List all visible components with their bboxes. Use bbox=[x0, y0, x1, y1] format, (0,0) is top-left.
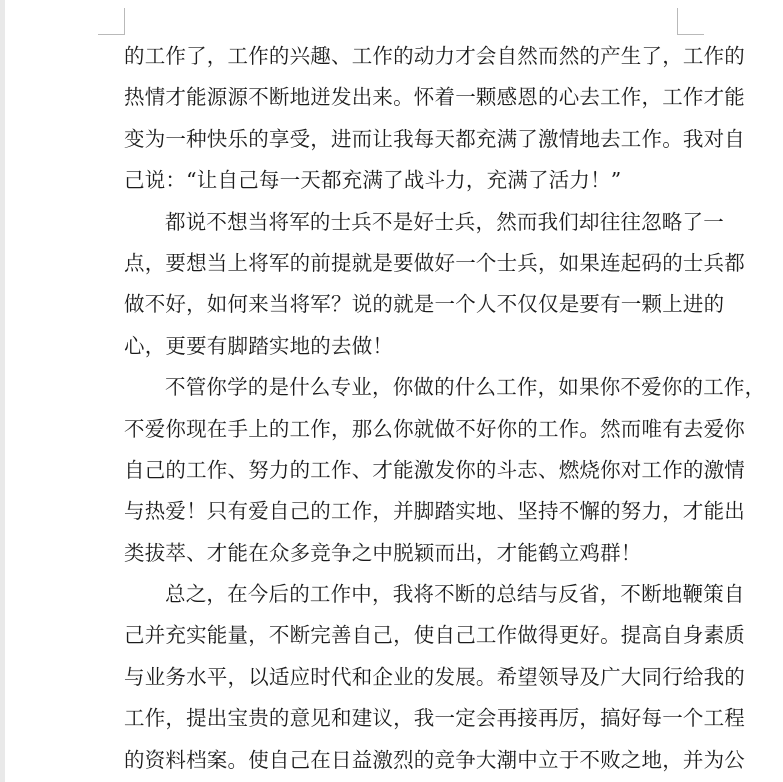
page-left-edge bbox=[0, 0, 5, 782]
text-line: 己说：“让自己每一天都充满了战斗力，充满了活力！” bbox=[124, 168, 622, 193]
text-line: 热情才能源源不断地迸发出来。怀着一颗感恩的心去工作，工作才能 bbox=[124, 85, 745, 110]
document-body[interactable] bbox=[124, 36, 766, 781]
text-line: 与业务水平，以适应时代和企业的发展。希望领导及广大同行给我的 bbox=[124, 664, 745, 689]
text-line: 工作，提出宝贵的意见和建议，我一定会再接再厉，搞好每一个工程 bbox=[124, 706, 745, 731]
text-line: 变为一种快乐的享受，进而让我每天都充满了激情地去工作。我对自 bbox=[124, 126, 745, 151]
text-line: 己并充实能量，不断完善自己，使自己工作做得更好。提高自身素质 bbox=[124, 623, 745, 648]
text-line: 不管你学的是什么专业，你做的什么工作，如果你不爱你的工作， bbox=[165, 375, 766, 400]
text-line: 自己的工作、努力的工作、才能激发你的斗志、燃烧你对工作的激情 bbox=[124, 457, 745, 482]
text-line: 类拔萃、才能在众多竞争之中脱颖而出，才能鹤立鸡群！ bbox=[124, 540, 642, 565]
text-line: 的资料档案。使自己在日益激烈的竞争大潮中立于不败之地，并为公 bbox=[124, 747, 745, 772]
text-line: 与热爱！只有爱自己的工作，并脚踏实地、坚持不懈的努力，才能出 bbox=[124, 499, 745, 524]
text-line: 不爱你现在手上的工作，那么你就做不好你的工作。然而唯有去爱你 bbox=[124, 416, 745, 441]
paragraph-4 bbox=[124, 574, 745, 781]
text-line: 都说不想当将军的士兵不是好士兵，然而我们却往往忽略了一 bbox=[165, 209, 724, 234]
text-line: 做不好，如何来当将军？说的就是一个人不仅仅是要有一颗上进的 bbox=[124, 292, 725, 317]
margin-corner-top-left bbox=[98, 8, 125, 35]
paragraph-2 bbox=[124, 202, 745, 368]
paragraph-3 bbox=[124, 367, 766, 574]
text-line: 的工作了，工作的兴趣、工作的动力才会自然而然的产生了，工作的 bbox=[124, 44, 745, 68]
text-line: 点，要想当上将军的前提就是要做好一个士兵，如果连起码的士兵都 bbox=[124, 250, 745, 275]
text-line: 总之，在今后的工作中，我将不断的总结与反省，不断地鞭策自 bbox=[165, 582, 745, 607]
text-line: 心，更要有脚踏实地的去做！ bbox=[124, 333, 394, 358]
paragraph-1 bbox=[124, 36, 745, 202]
margin-corner-top-right bbox=[677, 8, 704, 35]
